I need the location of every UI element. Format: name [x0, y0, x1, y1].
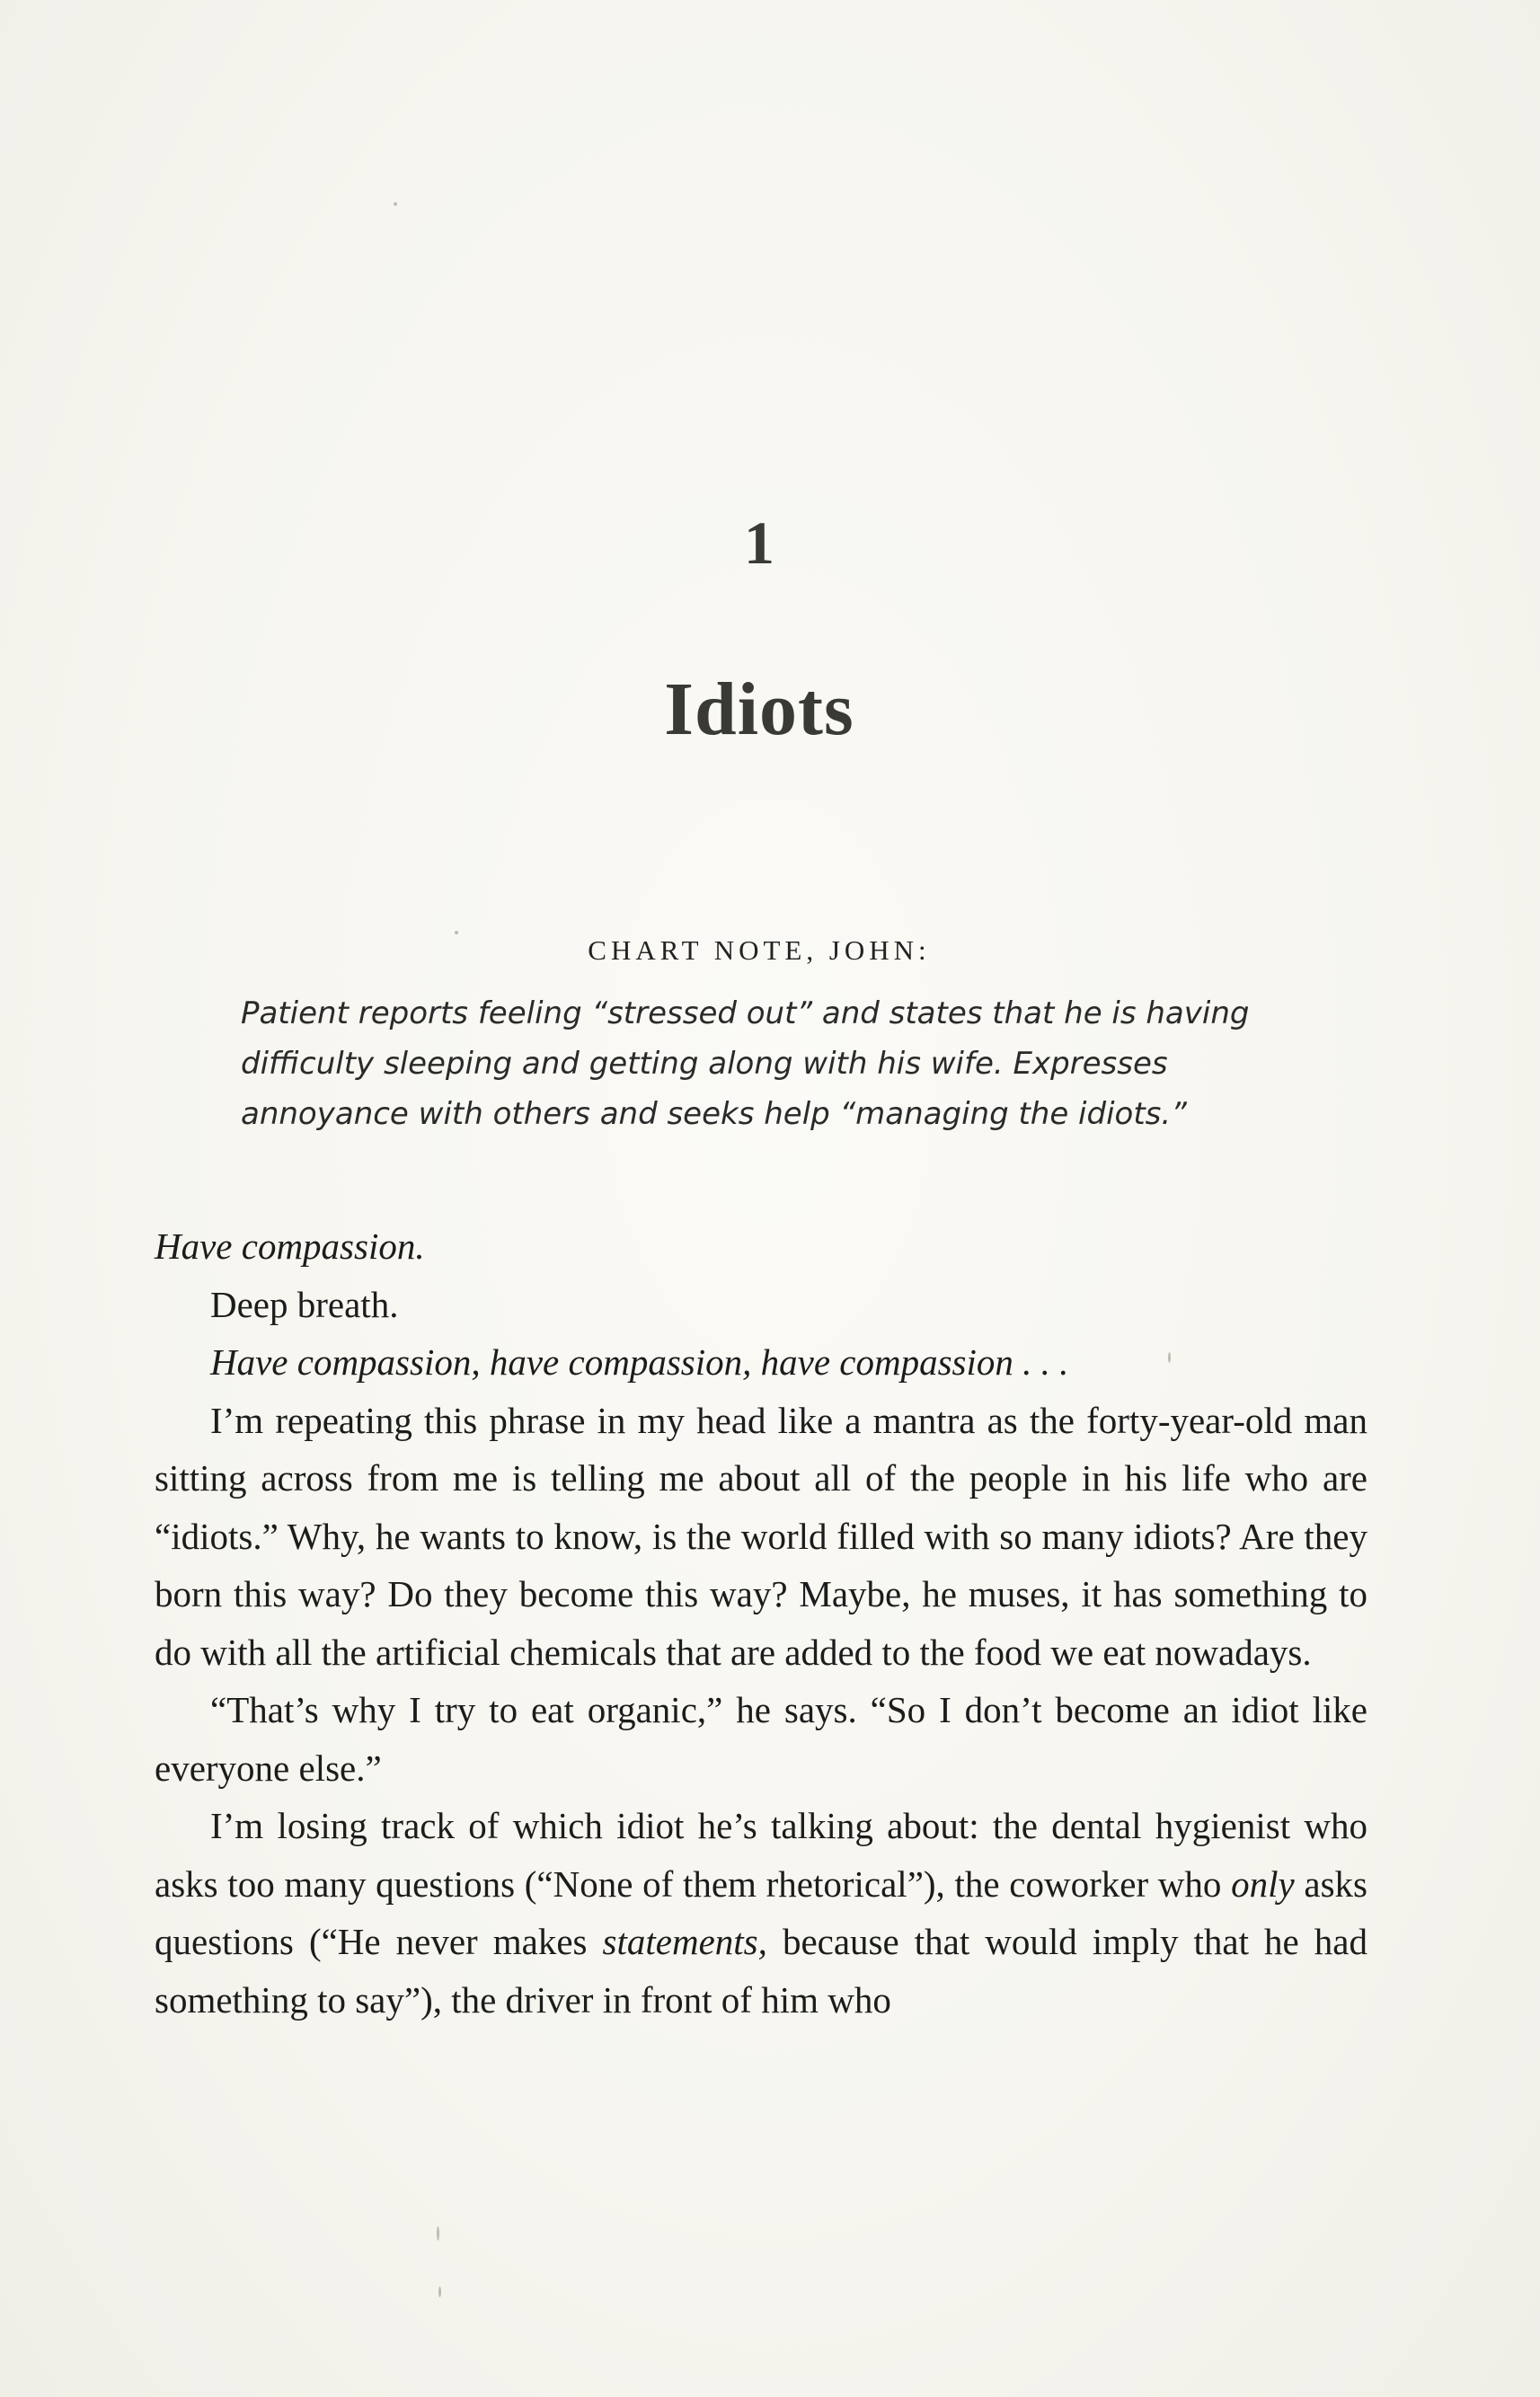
chapter-number: 1 — [744, 509, 774, 577]
italic-text: statements, — [602, 1921, 767, 1962]
chart-note — [241, 988, 1265, 1139]
paragraph: I’m repeating this phrase in my head like a mantra as the forty-year-old man sitting across from me is telling me about all of the people in his life who are “idiots.” Why, he wants to know, is the world filled with so many idiots? Are they born this way? Do they become this way? Maybe, he muses, it has something to do with all the artificial chemicals that are added to the food we eat nowadays. — [155, 1399, 1367, 1673]
text-run: asks questions (“He never makes — [155, 1862, 1367, 1962]
scan-speck — [1168, 1352, 1171, 1363]
chart-note-text: Patient reports feeling “stressed out” and states that he is having difficulty sleeping and getting along with his wife. Expresses annoyance with others and seeks help “managing the idiots.” — [241, 995, 1250, 1132]
scan-speck — [438, 2286, 441, 2297]
text-run: because that would imply that he had something to say”), the driver in front of him who — [155, 1921, 1368, 2021]
italic-text: Have compassion, have compassion, have compassion . . . — [210, 1341, 1069, 1383]
chapter-title: Idiots — [664, 668, 854, 751]
italic-text: only — [1231, 1862, 1295, 1905]
chapter-body — [155, 1217, 1367, 2029]
italic-text: Have compassion. — [155, 1225, 425, 1267]
chart-note-heading: CHART NOTE, JOHN: — [588, 934, 931, 966]
paragraph — [155, 1333, 1367, 1392]
scan-speck — [455, 931, 458, 934]
scan-speck — [394, 202, 397, 206]
text-run: I’m losing track of which idiot he’s talking about: the dental hygienist who asks too many questions (“None of them rhetorical”), the coworker who — [155, 1805, 1367, 1905]
paragraph: “That’s why I try to eat organic,” he says. “So I don’t become an idiot like everyone else.” — [155, 1689, 1367, 1789]
scan-speck — [437, 2226, 439, 2241]
paragraph — [155, 1797, 1367, 2029]
paragraph: Deep breath. — [210, 1283, 399, 1325]
paragraph — [155, 1217, 1367, 1276]
